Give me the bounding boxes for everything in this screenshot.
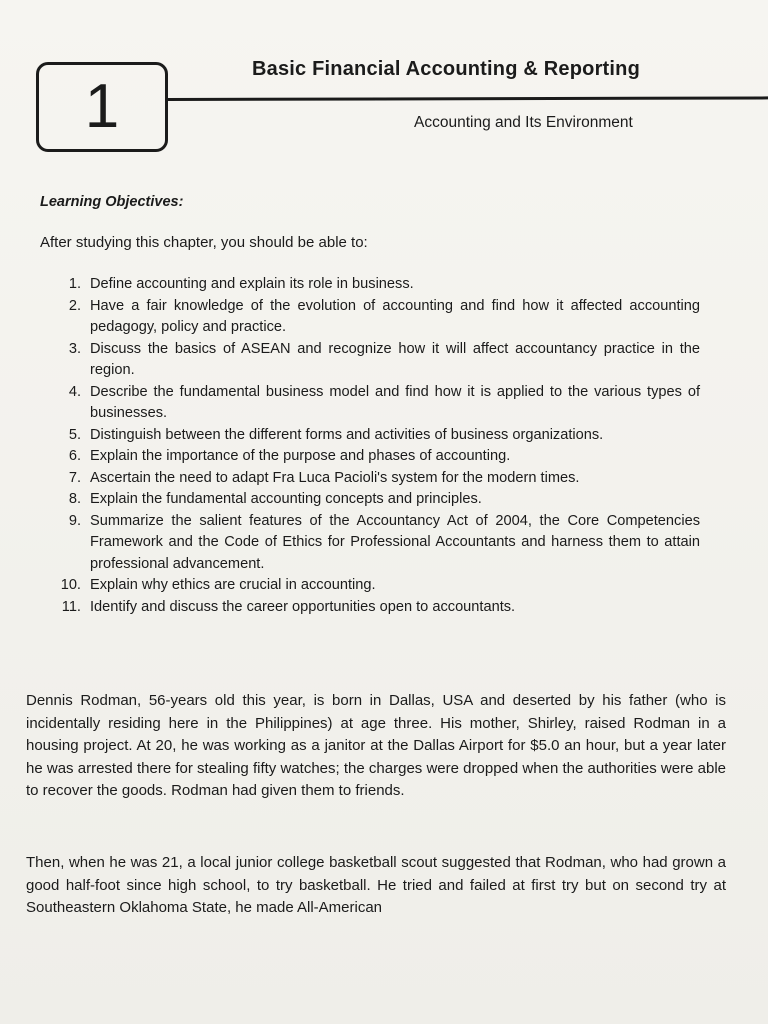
objective-text: Have a fair knowledge of the evolution of accounting and find how it affected accounting pedagogy, policy and practice.: [90, 297, 700, 335]
objective-item: [40, 425, 700, 447]
objective-text: Summarize the salient features of the Accountancy Act of 2004, the Core Competencies Framework and the Code of Ethics for Professional Accountants and harness them to attain professional advancement.: [90, 512, 700, 572]
objective-text: Discuss the basics of ASEAN and recognize how it will affect accountancy practice in the region.: [90, 340, 700, 378]
objectives-list: [40, 274, 700, 618]
learning-objectives-heading: Learning Objectives:: [40, 194, 184, 210]
objective-item: [40, 382, 700, 425]
objective-item: [40, 274, 700, 296]
chapter-title: Accounting and Its Environment: [414, 114, 633, 131]
objectives-intro: After studying this chapter, you should be able to:: [40, 234, 368, 251]
body-paragraph: Then, when he was 21, a local junior college basketball scout suggested that Rodman, who had grown a good half-foot since high school, to try basketball. He tried and failed at first try but on second try at Southeastern Oklahoma State, he made All-American: [26, 854, 726, 916]
objective-item: [40, 446, 700, 468]
chapter-number-box: [36, 62, 168, 152]
objective-text: Explain the importance of the purpose and phases of accounting.: [90, 448, 511, 464]
objective-text: Distinguish between the different forms and activities of business organizations.: [90, 426, 604, 443]
objective-number: 4.: [68, 383, 81, 400]
objective-text: Identify and discuss the career opportunities open to accountants.: [90, 598, 516, 615]
objective-text: Describe the fundamental business model and find how it is applied to the various types of businesses.: [90, 383, 700, 421]
objective-number: 11.: [61, 598, 81, 615]
header-rule: [168, 96, 768, 101]
chapter-number: 1: [84, 72, 120, 141]
objective-number: 9.: [68, 512, 81, 529]
objective-number: 10.: [60, 577, 81, 593]
objective-text: Define accounting and explain its role in business.: [90, 276, 414, 292]
objective-item: [40, 597, 700, 619]
objective-item: [40, 489, 700, 511]
objective-item: [40, 575, 700, 597]
objective-number: 3.: [68, 340, 81, 357]
objective-number: 7.: [68, 469, 81, 486]
objective-text: Ascertain the need to adapt Fra Luca Pacioli's system for the modern times.: [90, 469, 580, 486]
objective-number: 1.: [68, 276, 81, 292]
body-paragraph: Dennis Rodman, 56-years old this year, is born in Dallas, USA and deserted by his father (who is incidentally residing here in the Philippines) at age three. His mother, Shirley, raised Rodman in a housing project. At 20, he was working as a janitor at the Dallas Airport for $5.0 an hour, but a year later he was arrested there for stealing fifty watches; the charges were dropped when the authorities were able to recover the goods. Rodman had given them to friends.: [26, 692, 726, 799]
book-title: Basic Financial Accounting & Reporting: [252, 58, 641, 80]
objective-item: [40, 511, 700, 576]
objective-number: 2.: [68, 297, 81, 314]
objective-number: 8.: [68, 491, 81, 507]
objective-number: 6.: [68, 448, 81, 464]
objective-item: [40, 339, 700, 382]
objective-text: Explain the fundamental accounting concepts and principles.: [90, 491, 482, 507]
objective-item: [40, 296, 700, 339]
objective-text: Explain why ethics are crucial in accounting.: [90, 577, 376, 593]
objective-number: 5.: [68, 426, 81, 443]
objective-item: [40, 468, 700, 490]
